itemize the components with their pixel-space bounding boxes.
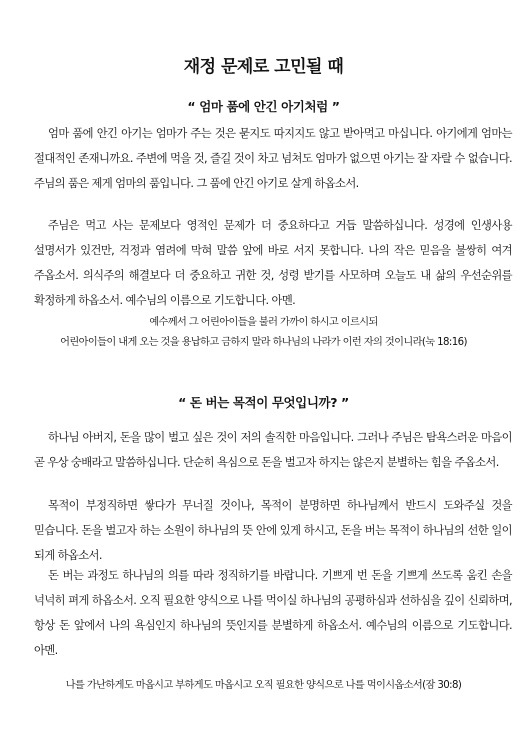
- page-title: 재정 문제로 고민될 때: [183, 57, 344, 77]
- section2-paragraph-2: 목적이 부정직하면 쌓다가 무너질 것이나, 목적이 분명하면 하나님께서 반드시 도와주실 것을 믿습니다. 돈을 벌고자 하는 소원이 하나님의 뜻 안에 있게 하시고, 돈을 버는 목적이 하나님의 선한 일이 되게 하옵소서.: [34, 499, 512, 562]
- section2-paragraph-1: 하나님 아버지, 돈을 많이 벌고 싶은 것이 저의 솔직한 마음입니다. 그러나 주님은 탐욕스러운 마음이 곧 우상 숭배라고 말씀하십니다. 단순히 욕심으로 돈을 벌고자 하지는 않은지 분별하는 힘을 주옵소서.: [34, 431, 512, 469]
- section1-quote-line-2: 어린아이들이 내게 오는 것을 용납하고 금하지 말라 하나님의 나라가 이런 자의 것이니라(눅 18:16): [60, 337, 467, 348]
- section1-paragraph-1: 엄마 품에 안긴 아기는 엄마가 주는 것은 묻지도 따지지도 않고 받아먹고 마십니다. 아기에게 엄마는 절대적인 존재니까요. 주변에 먹을 것, 즐길 것이 차고 넘쳐도 엄마가 없으면 아기는 잘 자랄 수 없습니다. 주님의 품은 제게 엄마의 품입니다. 그 품에 안긴 아기로 살게 하옵소서.: [34, 127, 512, 190]
- section1-quote-line-1: 예수께서 그 어린아이들을 불러 가까이 하시고 이르시되: [149, 317, 378, 328]
- section2-heading: “ 돈 버는 목적이 무엇입니까? ”: [178, 395, 349, 410]
- section1-paragraph-2: 주님은 먹고 사는 문제보다 영적인 문제가 더 중요하다고 거듭 말씀하십니다. 성경에 인생사용 설명서가 있건만, 걱정과 염려에 막혀 말씀 앞에 바로 서지 못합니다. 나의 작은 믿음을 불쌍히 여겨 주옵소서. 의식주의 해결보다 더 중요하고 귀한 것, 성령 받기를 사모하며 오늘도 내 삶의 우선순위를 확정하게 하옵소서. 예수님의 이름으로 기도합니다. 아멘.: [34, 219, 512, 307]
- section1-heading: “ 엄마 품에 안긴 아기처럼 ”: [187, 99, 340, 114]
- section2-quote: 나를 가난하게도 마옵시고 부하게도 마옵시고 오직 필요한 양식으로 나를 먹이시옵소서(잠 30:8): [65, 680, 462, 691]
- section2-paragraph-3: 돈 버는 과정도 하나님의 의를 따라 정직하기를 바랍니다. 기쁘게 번 돈을 기쁘게 쓰도록 움킨 손을 넉넉히 펴게 하옵소서. 오직 필요한 양식으로 나를 먹이실 하나님의 공평하심과 선하심을 깊이 신뢰하며, 항상 돈 앞에서 나의 욕심인지 하나님의 뜻인지를 분별하게 하옵소서. 예수님의 이름으로 기도합니다. 아멘.: [34, 569, 512, 657]
